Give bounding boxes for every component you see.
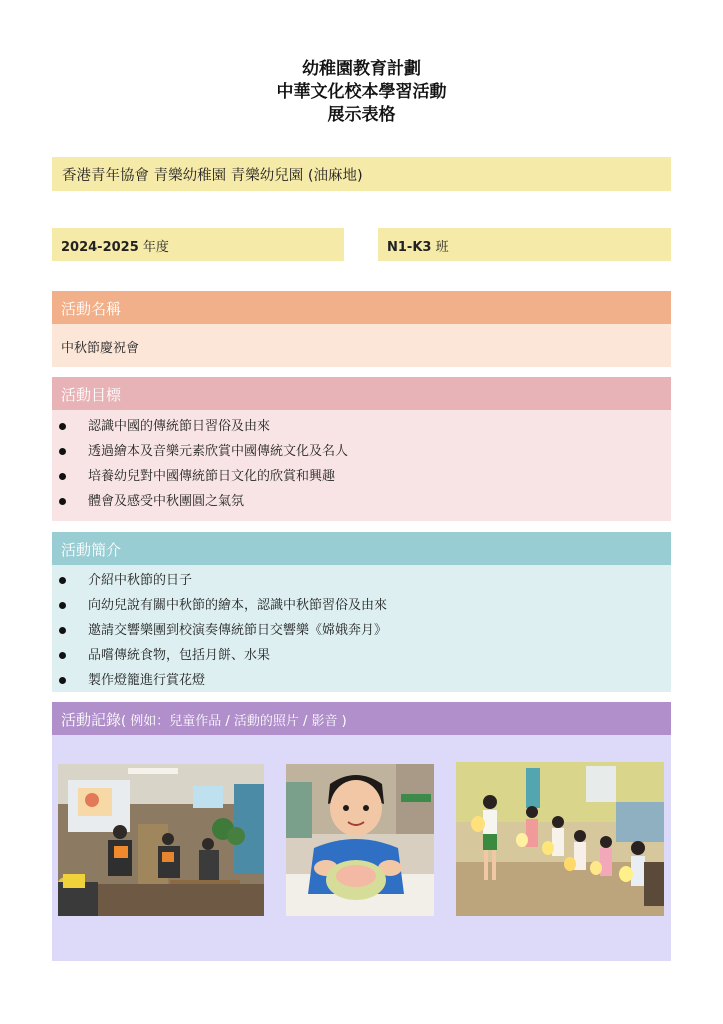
bullet-icon bbox=[59, 677, 66, 684]
list-item-text: 培養幼兒對中國傳統節日文化的欣賞和興趣 bbox=[88, 469, 336, 484]
records-heading-text: 活動記錄 bbox=[61, 711, 122, 729]
list-item-text: 介紹中秋節的日子 bbox=[88, 573, 193, 588]
photo-classroom-story bbox=[58, 764, 264, 916]
title-line-3: 展示表格 bbox=[327, 105, 396, 125]
class-level-value: N1-K3 bbox=[387, 240, 432, 255]
list-item-text: 品嚐傳統食物，包括月餅、水果 bbox=[88, 648, 271, 663]
school-year-value: 2024-2025 bbox=[61, 240, 139, 255]
activity-name-heading-text: 活動名稱 bbox=[61, 300, 122, 318]
activity-name-value: 中秋節慶祝會 bbox=[61, 341, 140, 356]
list-item bbox=[52, 618, 671, 643]
objectives-body bbox=[52, 410, 671, 521]
document-title bbox=[0, 58, 723, 127]
list-item bbox=[52, 464, 671, 489]
introduction-heading-text: 活動簡介 bbox=[61, 541, 122, 559]
photo-boy-pomelo bbox=[286, 764, 434, 916]
school-year-suffix: 年度 bbox=[138, 240, 169, 255]
bullet-icon bbox=[59, 652, 66, 659]
records-heading bbox=[52, 702, 671, 735]
records-heading-note: ( 例如：兒童作品 / 活動的照片 / 影音 ) bbox=[121, 714, 347, 729]
list-item-text: 體會及感受中秋團圓之氣氛 bbox=[88, 494, 245, 509]
list-item bbox=[52, 489, 671, 514]
list-item-text: 製作燈籠進行賞花燈 bbox=[88, 673, 206, 688]
bullet-icon bbox=[59, 602, 66, 609]
bullet-icon bbox=[59, 448, 66, 455]
bullet-icon bbox=[59, 498, 66, 505]
introduction-body bbox=[52, 565, 671, 692]
introduction-heading bbox=[52, 532, 671, 565]
school-name: 香港青年協會 青樂幼稚園 青樂幼兒園 (油麻地) bbox=[62, 168, 363, 184]
objectives-heading bbox=[52, 377, 671, 410]
school-name-field bbox=[52, 157, 671, 191]
list-item-text: 邀請交響樂團到校演奏傳統節日交響樂《嫦娥奔月》 bbox=[88, 623, 388, 638]
list-item bbox=[52, 643, 671, 668]
title-line-1: 幼稚園教育計劃 bbox=[302, 59, 421, 79]
class-level-suffix: 班 bbox=[431, 240, 449, 255]
list-item bbox=[52, 568, 671, 593]
bullet-icon bbox=[59, 473, 66, 480]
list-item bbox=[52, 439, 671, 464]
objectives-heading-text: 活動目標 bbox=[61, 386, 122, 404]
list-item bbox=[52, 593, 671, 618]
photo-lantern-parade bbox=[456, 762, 664, 916]
activity-name-heading bbox=[52, 291, 671, 324]
list-item bbox=[52, 414, 671, 439]
class-level-field bbox=[378, 228, 671, 261]
title-line-2: 中華文化校本學習活動 bbox=[276, 82, 447, 102]
introduction-list bbox=[52, 568, 671, 693]
school-year-field bbox=[52, 228, 344, 261]
objectives-list bbox=[52, 414, 671, 514]
bullet-icon bbox=[59, 423, 66, 430]
bullet-icon bbox=[59, 577, 66, 584]
list-item-text: 透過繪本及音樂元素欣賞中國傳統文化及名人 bbox=[88, 444, 349, 459]
list-item bbox=[52, 668, 671, 693]
activity-name-body bbox=[52, 324, 671, 367]
bullet-icon bbox=[59, 627, 66, 634]
list-item-text: 向幼兒說有關中秋節的繪本，認識中秋節習俗及由來 bbox=[88, 598, 388, 613]
list-item-text: 認識中國的傳統節日習俗及由來 bbox=[88, 419, 271, 434]
